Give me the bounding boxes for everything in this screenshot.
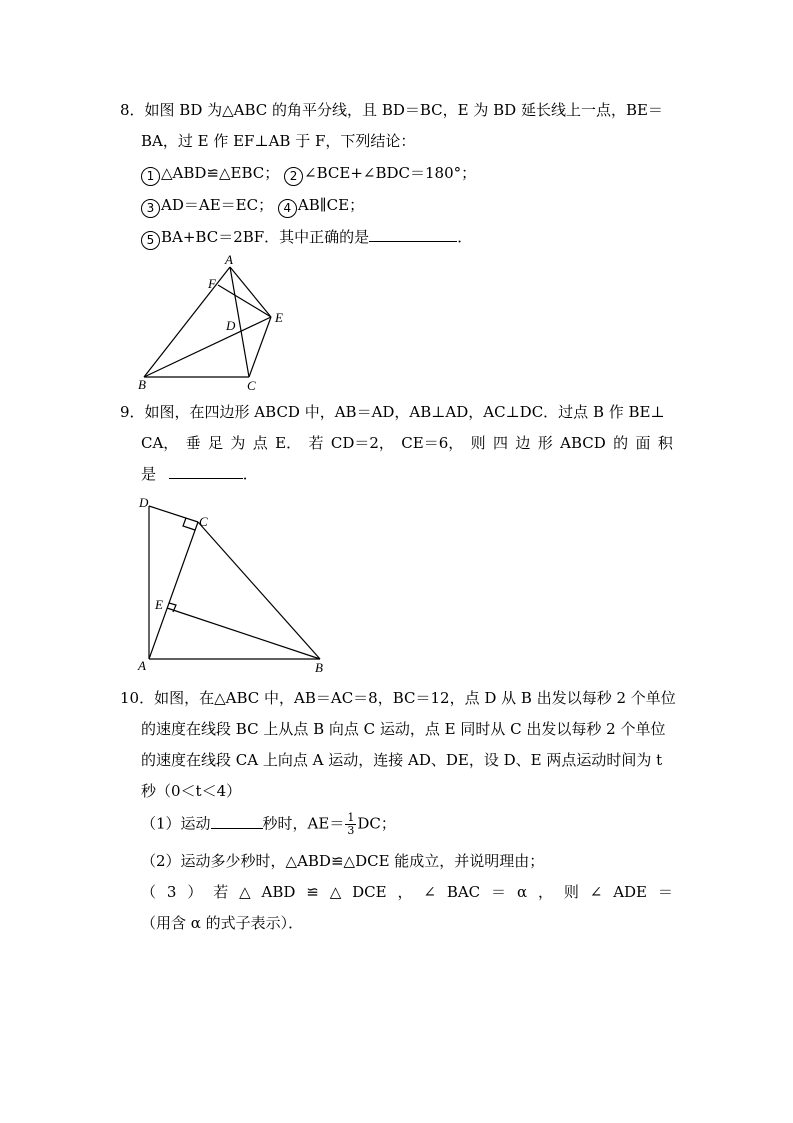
q9-label-C: C (199, 514, 208, 529)
q8-end-punct: ． (457, 228, 473, 246)
fraction-denominator: 3 (347, 824, 355, 837)
q10-sub3-token: BAC (446, 883, 481, 901)
answer-blank-q10-1[interactable] (211, 814, 263, 829)
q8-label-A: A (225, 252, 233, 267)
q10-sub3-token: ＝ (657, 883, 673, 901)
q8-conclusions-row-2 (141, 195, 364, 218)
q10-sub3-token: △ (329, 883, 342, 901)
q8-conclusions-row-3 (141, 227, 472, 250)
answer-blank-q9[interactable] (169, 464, 243, 479)
q9-word: CA， (141, 434, 179, 452)
q10-subquestion-2: （2）运动多少秒时，△ABD≌△DCE 能成立，并说明理由； (141, 852, 545, 870)
q10-sub3-token: 3 (166, 883, 177, 901)
q10-sub1-middle: 秒时，AE＝ (262, 814, 345, 833)
q9-word: 若 (308, 434, 324, 452)
fraction-numerator: 1 (347, 811, 355, 824)
q9-label-E: E (155, 597, 163, 612)
conclusion-4: AB∥CE； (297, 196, 365, 214)
q10-sub3-token: 若 (213, 883, 229, 901)
q9-word: 积 (657, 434, 673, 452)
q9-word: 足 (208, 434, 224, 452)
q10-sub3-token: ） (187, 883, 203, 901)
q9-word: 形 (537, 434, 553, 452)
q9-end-punct: ． (242, 465, 258, 483)
q9-word: CD＝2， (330, 434, 394, 452)
q8-label-F: F (208, 276, 216, 291)
q8-label-B: B (138, 377, 146, 392)
q8-label-E: E (275, 310, 283, 325)
q10-line-3: 的速度在线段 CA 上向点 A 运动，连接 AD、DE，设 D、E 两点运动时间为 t (141, 751, 663, 769)
q9-label-B: B (315, 660, 323, 675)
circled-number-5: 5 (141, 231, 160, 250)
q10-line-4: 秒（0＜t＜4） (141, 782, 242, 800)
q9-word: 四 (493, 434, 509, 452)
q9-label-A: A (138, 658, 146, 673)
q10-sub3-token: △ (239, 883, 251, 901)
q8-line-1: 8．如图 BD 为△ABC 的角平分线，且 BD＝BC，E 为 BD 延长线上一点，BE＝ (120, 101, 663, 119)
q9-word: 面 (635, 434, 651, 452)
q8-label-C: C (247, 378, 256, 393)
q8-line-2: BA，过 E 作 EF⊥AB 于 F，下列结论： (141, 132, 416, 150)
conclusion-3: AD＝AE＝EC； (161, 196, 274, 214)
q8-label-D: D (226, 318, 236, 333)
q10-sub3-token: ADE (613, 883, 647, 901)
q10-sub3-token: ≌ (306, 883, 319, 901)
q9-word: 垂 (185, 434, 201, 452)
q10-sub3-token: ， (397, 883, 413, 901)
q8-conclusions-row-1 (141, 163, 476, 186)
q9-word: ABCD (560, 434, 606, 452)
q10-sub3-token: ∠ (589, 883, 603, 901)
answer-blank-q8[interactable] (369, 227, 457, 242)
circled-number-1: 1 (141, 167, 160, 186)
q9-label-D: D (139, 495, 149, 510)
q9-line-3 (141, 464, 258, 484)
conclusion-1: △ABD≌△EBC； (161, 164, 280, 182)
q10-sub3-token: DCE (352, 883, 387, 901)
q9-line-1: 9．如图，在四边形 ABCD 中，AB＝AD，AB⊥AD，AC⊥DC．过点 B 作 BE⊥ (120, 403, 665, 421)
q10-sub1-prefix: （1）运动 (141, 814, 211, 833)
q10-sub3-token: ABD (261, 883, 296, 901)
q10-sub3-token: ∠ (423, 883, 436, 901)
q10-line-1: 10．如图，在△ABC 中，AB＝AC＝8，BC＝12，点 D 从 B 出发以每秒 2 个单位 (120, 689, 676, 707)
q9-word: 边 (515, 434, 531, 452)
q10-subquestion-3-line-2: （用含 α 的式子表示）． (141, 914, 304, 932)
q10-sub3-token: （ (141, 883, 157, 901)
circled-number-3: 3 (141, 199, 160, 218)
q10-sub3-token: ， (537, 883, 553, 901)
q8-figure (130, 252, 300, 397)
q9-word: 点 (252, 434, 268, 452)
q10-sub3-token: α (516, 883, 528, 901)
q9-word: 为 (230, 434, 246, 452)
circled-number-4: 4 (278, 199, 297, 218)
q9-word: E． (275, 434, 302, 452)
conclusion-2: ∠BCE+∠BDC＝180°； (304, 164, 477, 182)
q9-line-3-text: 是 (141, 465, 157, 483)
q9-word: CE＝6， (401, 434, 464, 452)
q10-sub3-token: ＝ (491, 883, 507, 901)
q9-figure-lines (149, 506, 320, 659)
q10-line-2: 的速度在线段 BC 上从点 B 向点 C 运动，点 E 同时从 C 出发以每秒 2 个单位 (141, 720, 666, 738)
circled-number-2: 2 (284, 167, 303, 186)
q9-figure (130, 490, 340, 680)
q9-word: 的 (613, 434, 629, 452)
fraction-one-third (345, 812, 356, 837)
q10-sub3-token: 则 (563, 883, 579, 901)
q10-subquestion-3 (141, 882, 673, 902)
q10-subquestion-1 (141, 812, 396, 837)
conclusion-5: BA+BC＝2BF．其中正确的是 (161, 228, 370, 246)
q9-word: 则 (470, 434, 486, 452)
q9-line-2 (141, 433, 673, 453)
q10-sub1-end: DC； (357, 814, 396, 833)
